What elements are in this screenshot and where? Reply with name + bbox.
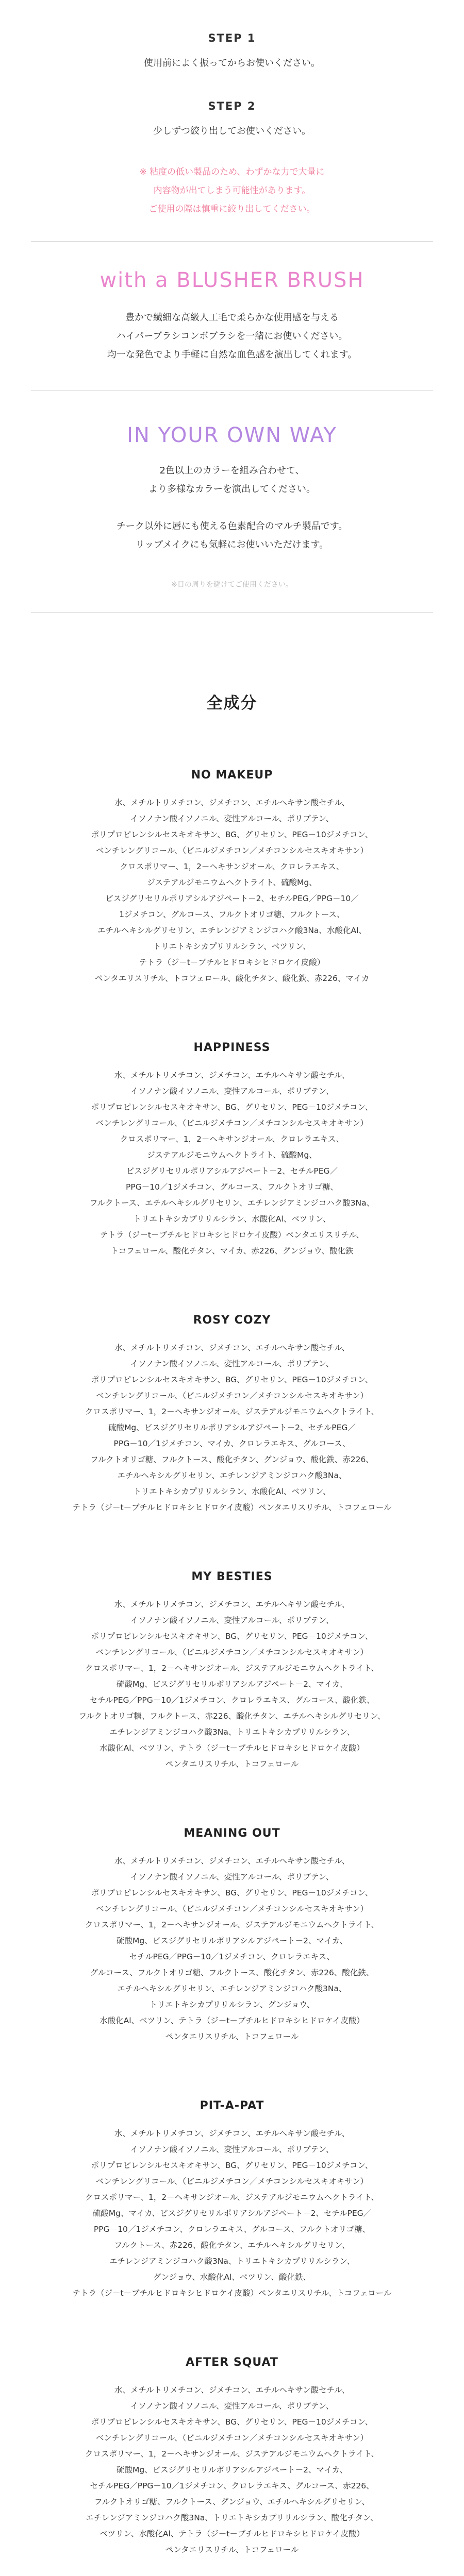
ingredient-line: イソノナン酸イソノニル、変性アルコール、ポリブテン、 xyxy=(130,1359,334,1368)
ingredient-line: グルコース、フルクトオリゴ糖、フルクトース、酸化チタン、赤226、酸化鉄、 xyxy=(90,1968,374,1977)
ingredient-line: 水酸化Al、ベツリン、テトラ（ジ－t－ブチルヒドロキシヒドロケイ皮酸） xyxy=(100,1743,364,1753)
ingredient-line: フルクトオリゴ糖、フルクトース、酸化チタン、グンジョウ、酸化鉄、赤226、 xyxy=(90,1455,374,1464)
ingredient-line: テトラ（ジ－t－ブチルヒドロキシヒドロケイ皮酸）ペンタエリスリチル、トコフェロール xyxy=(72,1503,392,1512)
ingredient-product xyxy=(0,1314,464,1516)
ingredient-list xyxy=(0,2382,464,2558)
ingredient-line: 硫酸Mg、ビスジグリセリルポリアシルアジペート－2、マイカ、 xyxy=(116,1936,348,1945)
ingredient-product xyxy=(0,2099,464,2301)
ingredient-line: PPG－10／1ジメチコン、クロレラエキス、グルコース、フルクトオリゴ糖、 xyxy=(93,2225,371,2234)
ingredient-list xyxy=(0,1067,464,1259)
ingredient-line: トリエトキシカプリリルシラン、ベツリン、 xyxy=(153,942,311,951)
ingredient-line: エチレンジアミンジコハク酸3Na、トリエトキシカプリリルシラン、 xyxy=(109,2257,355,2266)
ingredient-line: トコフェロール、酸化チタン、マイカ、赤226、グンジョウ、酸化鉄 xyxy=(110,1246,354,1256)
ingredient-line: トリエトキシカプリリルシラン、水酸化Al、ベツリン、 xyxy=(133,1214,331,1224)
product-name: ROSY COZY xyxy=(193,1314,271,1327)
own-way-section xyxy=(0,391,464,589)
ingredient-line: ペンタエリスリチル、トコフェロール、酸化チタン、酸化鉄、赤226、マイカ xyxy=(94,974,370,983)
ingredient-line: ベンチレングリコール、（ビニルジメチコン／メチコンシルセスキオキサン） xyxy=(95,1648,369,1657)
step-1-title: STEP 1 xyxy=(208,32,256,44)
ingredient-line: クロスポリマー、1，2－ヘキサンジオール、ジステアルジモニウムヘクトライト、 xyxy=(85,1920,379,1929)
product-name: PIT-A-PAT xyxy=(200,2099,264,2112)
ingredient-line: ペンタエリスリチル、トコフェロール xyxy=(165,2032,299,2041)
ingredient-line: クロスポリマー、1，2－ヘキサンジオール、クロレラエキス、 xyxy=(120,862,344,871)
ingredient-line: ポリプロピレンシルセスキオキサン、BG、グリセリン、PEG－10ジメチコン、 xyxy=(91,1375,373,1384)
ingredient-product xyxy=(0,1827,464,2045)
step-2 xyxy=(0,100,464,137)
step-1-text: 使用前によく振ってからお使いください。 xyxy=(144,58,320,69)
ingredient-line: 硫酸Mg、ビスジグリセリルポリアシルアジペート－2、マイカ、 xyxy=(116,2465,348,2475)
product-name: MY BESTIES xyxy=(191,1570,273,1583)
blusher-brush-text: 豊かで繊細な高級人工毛で柔らかな使用感を与える xyxy=(125,312,339,323)
ingredient-line: イソノナン酸イソノニル、変性アルコール、ポリブテン、 xyxy=(130,2145,334,2154)
ingredient-line: セチルPEG／PPG－10／1ジメチコン、クロレラエキス、グルコース、酸化鉄、 xyxy=(89,1696,375,1705)
ingredient-line: ポリプロピレンシルセスキオキサン、BG、グリセリン、PEG－10ジメチコン、 xyxy=(91,1103,373,1112)
ingredient-line: エチレンジアミンジコハク酸3Na、トリエトキシカプリリルシラン、酸化チタン、 xyxy=(86,2513,378,2522)
ingredient-line: フルクトース、エチルヘキシルグリセリン、エチレンジアミンジコハク酸3Na、 xyxy=(89,1198,375,1208)
step-2-title: STEP 2 xyxy=(208,100,256,112)
ingredient-list xyxy=(0,1340,464,1516)
ingredient-line: ポリプロピレンシルセスキオキサン、BG、グリセリン、PEG－10ジメチコン、 xyxy=(91,1888,373,1897)
ingredient-product xyxy=(0,769,464,987)
ingredient-line: ポリプロピレンシルセスキオキサン、BG、グリセリン、PEG－10ジメチコン、 xyxy=(91,2161,373,2170)
ingredient-line: クロスポリマー、1，2－ヘキサンジオール、ジステアルジモニウムヘクトライト、 xyxy=(85,1664,379,1673)
ingredient-line: ポリプロピレンシルセスキオキサン、BG、グリセリン、PEG－10ジメチコン、 xyxy=(91,2417,373,2427)
ingredient-line: ビスジグリセリルポリアシルアジペート－2、セチルPEG／ xyxy=(126,1166,338,1176)
ingredient-line: 水、メチルトリメチコン、ジメチコン、エチルヘキサン酸セチル、 xyxy=(114,2385,350,2395)
ingredient-line: テトラ（ジ－t－ブチルヒドロキシヒドロケイ皮酸） xyxy=(139,958,325,967)
ingredient-line: 水、メチルトリメチコン、ジメチコン、エチルヘキサン酸セチル、 xyxy=(114,1343,350,1352)
ingredient-line: ペンタエリスリチル、トコフェロール xyxy=(165,2545,299,2554)
ingredient-line: 水、メチルトリメチコン、ジメチコン、エチルヘキサン酸セチル、 xyxy=(114,1600,350,1609)
ingredient-line: ベンチレングリコール、（ビニルジメチコン／メチコンシルセスキオキサン） xyxy=(95,1904,369,1913)
ingredient-line: PPG－10／1ジメチコン、グルコース、フルクトオリゴ糖、 xyxy=(126,1182,338,1192)
ingredient-line: ベンチレングリコール、（ビニルジメチコン／メチコンシルセスキオキサン） xyxy=(95,2433,369,2443)
ingredient-line: イソノナン酸イソノニル、変性アルコール、ポリブテン、 xyxy=(130,814,334,823)
blusher-brush-section xyxy=(0,242,464,364)
own-way-text: チーク以外に唇にも使える色素配合のマルチ製品です。 xyxy=(116,521,348,532)
ingredient-line: ベンチレングリコール、（ビニルジメチコン／メチコンシルセスキオキサン） xyxy=(95,2177,369,2186)
caution-line: 内容物が出てしまう可能性があります。 xyxy=(153,185,311,196)
ingredient-line: 1ジメチコン、グルコース、フルクトオリゴ糖、フルクトース、 xyxy=(119,910,345,919)
ingredient-line: フルクトース、赤226、酸化チタン、エチルヘキシルグリセリン、 xyxy=(114,2241,350,2250)
product-name: NO MAKEUP xyxy=(191,769,273,782)
ingredients-section xyxy=(0,690,464,2558)
blusher-brush-text: 均一な発色でより手軽に自然な血色感を演出してくれます。 xyxy=(107,349,357,360)
ingredient-line: エチルヘキシルグリセリン、エチレンジアミンジコハク酸3Na、 xyxy=(117,1984,347,1993)
product-name: HAPPINESS xyxy=(193,1041,271,1054)
own-way-text: リップメイクにも気軽にお使いいただけます。 xyxy=(135,539,329,550)
ingredient-line: エチルヘキシルグリセリン、エチレンジアミンジコハク酸3Na、 xyxy=(117,1471,347,1480)
ingredient-line: 硫酸Mg、ビスジグリセリルポリアシルアジペート－2、セチルPEG／ xyxy=(108,1423,356,1432)
ingredient-line: クロスポリマー、1，2－ヘキサンジオール、ジステアルジモニウムヘクトライト、 xyxy=(85,1407,379,1416)
ingredient-line: クロスポリマー、1，2－ヘキサンジオール、ジステアルジモニウムヘクトライト、 xyxy=(85,2193,379,2202)
ingredient-line: 硫酸Mg、ビスジグリセリルポリアシルアジペート－2、マイカ、 xyxy=(116,1680,348,1689)
ingredient-product xyxy=(0,2356,464,2558)
step-2-text: 少しずつ絞り出してお使いください。 xyxy=(153,126,311,137)
ingredient-line: 水酸化Al、ベツリン、テトラ（ジ－t－ブチルヒドロキシヒドロケイ皮酸） xyxy=(100,2016,364,2025)
own-way-text: 2色以上のカラーを組み合わせて、 xyxy=(159,465,305,476)
ingredient-list xyxy=(0,2126,464,2301)
ingredient-line: ベンチレングリコール、（ビニルジメチコン／メチコンシルセスキオキサン） xyxy=(95,1118,369,1128)
ingredient-line: ビスジグリセリルポリアシルアジペート－2、セチルPEG／PPG－10／ xyxy=(105,894,359,903)
ingredient-line: イソノナン酸イソノニル、変性アルコール、ポリブテン、 xyxy=(130,2401,334,2411)
caution-note xyxy=(0,163,464,218)
ingredient-line: イソノナン酸イソノニル、変性アルコール、ポリブテン、 xyxy=(130,1087,334,1096)
ingredient-line: グンジョウ、水酸化Al、ベツリン、酸化鉄、 xyxy=(153,2273,311,2282)
ingredient-line: クロスポリマー、1，2－ヘキサンジオール、ジステアルジモニウムヘクトライト、 xyxy=(85,2449,379,2459)
ingredient-line: 水、メチルトリメチコン、ジメチコン、エチルヘキサン酸セチル、 xyxy=(114,1856,350,1866)
blusher-brush-text: ハイパーブラシコンボブラシを一緒にお使いください。 xyxy=(116,331,348,342)
ingredient-line: ジステアルジモニウムヘクトライト、硫酸Mg、 xyxy=(147,1150,317,1160)
ingredient-line: セチルPEG／PPG－10／1ジメチコン、クロレラエキス、 xyxy=(129,1952,335,1961)
ingredient-line: イソノナン酸イソノニル、変性アルコール、ポリブテン、 xyxy=(130,1616,334,1625)
ingredient-product xyxy=(0,1041,464,1259)
ingredient-list xyxy=(0,795,464,987)
ingredient-line: エチルヘキシルグリセリン、エチレンジアミンジコハク酸3Na、水酸化Al、 xyxy=(97,926,367,935)
ingredient-product-list xyxy=(0,769,464,2558)
eye-area-note: ※目の周りを避けてご使用ください。 xyxy=(171,581,293,589)
ingredient-line: 水、メチルトリメチコン、ジメチコン、エチルヘキサン酸セチル、 xyxy=(114,2129,350,2138)
usage-steps xyxy=(0,0,464,218)
ingredient-line: フルクトオリゴ糖、フルクトース、グンジョウ、エチルヘキシルグリセリン、 xyxy=(94,2497,370,2506)
ingredient-line: イソノナン酸イソノニル、変性アルコール、ポリブテン、 xyxy=(130,1872,334,1882)
product-name: MEANING OUT xyxy=(184,1827,280,1840)
caution-line: ※ 粘度の低い製品のため、わずかな力で大量に xyxy=(139,167,325,177)
step-1 xyxy=(0,32,464,69)
ingredient-line: 硫酸Mg、マイカ、ビスジグリセリルポリアシルアジペート－2、セチルPEG／ xyxy=(92,2209,372,2218)
ingredient-line: テトラ（ジ－t－ブチルヒドロキシヒドロケイ皮酸）ペンタエリスリチル、 xyxy=(100,1230,364,1240)
caution-line: ご使用の際は慎重に絞り出してください。 xyxy=(148,204,316,214)
ingredient-line: PPG－10／1ジメチコン、マイカ、クロレラエキス、グルコース、 xyxy=(113,1439,351,1448)
ingredient-line: トリエトキシカプリリルシラン、グンジョウ、 xyxy=(149,2000,315,2009)
ingredient-line: ジステアルジモニウムヘクトライト、硫酸Mg、 xyxy=(147,878,317,887)
ingredient-line: ペンタエリスリチル、トコフェロール xyxy=(165,1759,299,1769)
ingredient-line: ポリプロピレンシルセスキオキサン、BG、グリセリン、PEG－10ジメチコン、 xyxy=(91,1632,373,1641)
ingredient-line: 水、メチルトリメチコン、ジメチコン、エチルヘキサン酸セチル、 xyxy=(114,798,350,807)
own-way-title: IN YOUR OWN WAY xyxy=(127,423,337,447)
ingredient-product xyxy=(0,1570,464,1772)
ingredient-line: ベンチレングリコール、（ビニルジメチコン／メチコンシルセスキオキサン） xyxy=(95,1391,369,1400)
ingredient-list xyxy=(0,1597,464,1772)
blusher-brush-title: with a BLUSHER BRUSH xyxy=(100,268,364,292)
ingredient-list xyxy=(0,1853,464,2045)
ingredient-line: エチレンジアミンジコハク酸3Na、トリエトキシカプリリルシラン、 xyxy=(109,1727,355,1737)
section-divider xyxy=(31,612,433,613)
ingredient-line: トリエトキシカプリリルシラン、水酸化Al、ベツリン、 xyxy=(133,1487,331,1496)
ingredient-line: テトラ（ジ－t－ブチルヒドロキシヒドロケイ皮酸）ペンタエリスリチル、トコフェロール xyxy=(72,2289,392,2298)
ingredient-line: ベンチレングリコール、（ビニルジメチコン／メチコンシルセスキオキサン） xyxy=(95,846,369,855)
ingredients-heading: 全成分 xyxy=(206,694,258,713)
ingredient-line: フルクトオリゴ糖、フルクトース、赤226、酸化チタン、エチルヘキシルグリセリン、 xyxy=(78,1711,386,1721)
own-way-text: より多様なカラーを演出してください。 xyxy=(148,484,316,495)
ingredient-line: ベツリン、水酸化Al、テトラ（ジ－t－ブチルヒドロキシヒドロケイ皮酸） xyxy=(100,2529,364,2538)
ingredient-line: セチルPEG／PPG－10／1ジメチコン、クロレラエキス、グルコース、赤226、 xyxy=(90,2481,374,2490)
ingredient-line: クロスポリマー、1，2－ヘキサンジオール、クロレラエキス、 xyxy=(120,1134,344,1144)
ingredient-line: ポリプロピレンシルセスキオキサン、BG、グリセリン、PEG－10ジメチコン、 xyxy=(91,830,373,839)
product-name: AFTER SQUAT xyxy=(186,2356,278,2369)
ingredient-line: 水、メチルトリメチコン、ジメチコン、エチルヘキサン酸セチル、 xyxy=(114,1071,350,1080)
